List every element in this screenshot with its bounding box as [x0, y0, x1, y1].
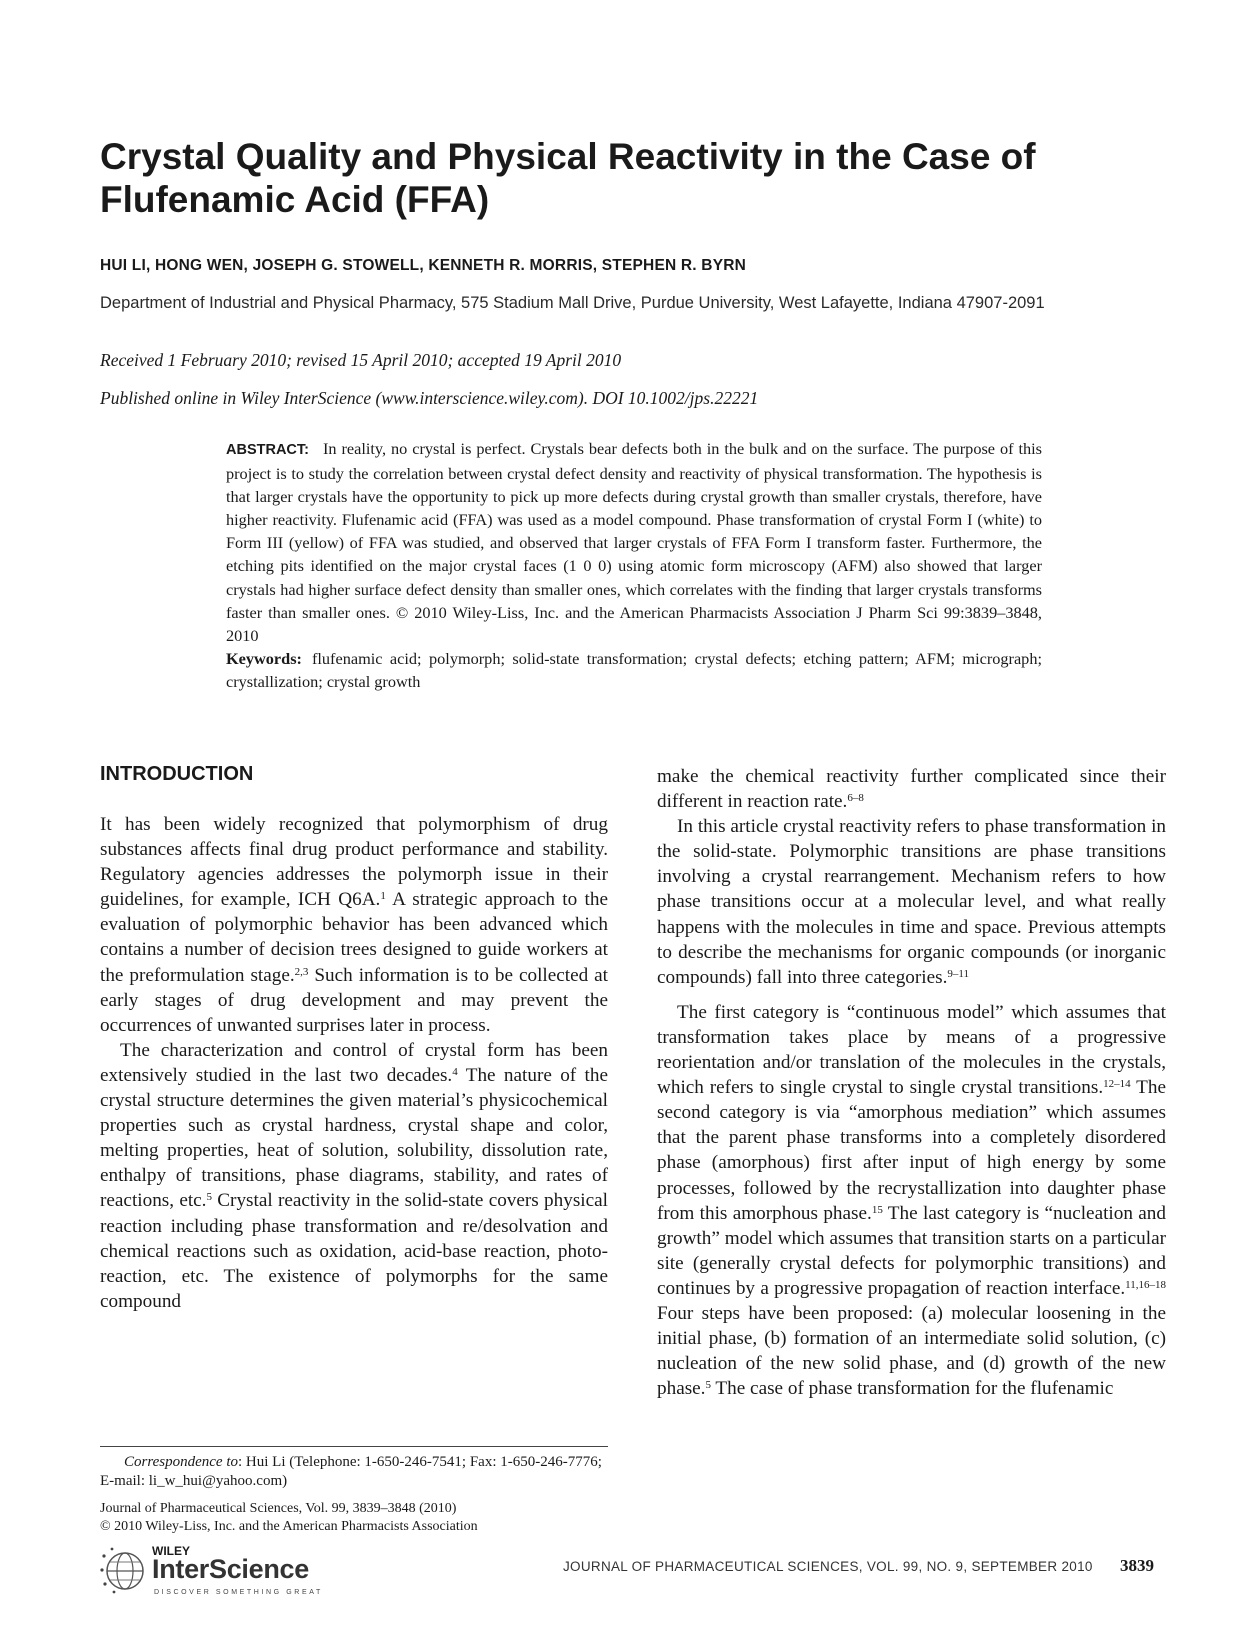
article-title — [100, 135, 1100, 221]
correspondence-text: : Hui Li (Telephone: 1-650-246-7541; Fax: 1-650-246-7776; E-mail: li_w_hui@yahoo.com) — [100, 1454, 602, 1489]
journal-citation — [100, 1500, 620, 1536]
text-run: The nature of the crystal structure determines the given material’s physicochemical properties such as crystal hardness, crystal shape and color, melting properties, heat of solution, solubility, dissolution rate, enthalpy of transitions, phase diagrams, stability, and rates of reactions, etc. — [100, 1064, 608, 1212]
keywords-label: Keywords: — [226, 648, 302, 668]
running-footer-journal: JOURNAL OF PHARMACEUTICAL SCIENCES, VOL. 99, NO. 9, SEPTEMBER 2010 — [563, 1559, 1093, 1574]
citation-line-2: © 2010 Wiley-Liss, Inc. and the American Pharmacists Association — [100, 1519, 478, 1534]
citation-ref: 4 — [452, 1065, 458, 1078]
keywords-text: flufenamic acid; polymorph; solid-state transformation; crystal defects; etching pattern; AFM; micrograph; crystallization; crystal growth — [226, 648, 1042, 691]
text-run: The case of phase transformation for the flufenamic — [710, 1378, 1114, 1400]
logo-tagline: DISCOVER SOMETHING GREAT — [154, 1589, 323, 1596]
title-line-1: Crystal Quality and Physical Reactivity in the Case of — [100, 136, 1036, 177]
text-run: The characterization and control of crystal form has been extensively studied in the last two decades. — [100, 1039, 608, 1086]
text-run: A strategic approach to the evaluation of polymorphic behavior has been advanced which contains a number of decision trees designed to guide workers at the preformulation stage. — [100, 889, 608, 986]
footnote-divider — [100, 1446, 608, 1447]
paragraph — [100, 1038, 608, 1314]
globe-icon — [100, 1546, 150, 1596]
abstract-body — [226, 437, 1042, 647]
paragraph — [657, 814, 1166, 990]
citation-ref: 2,3 — [294, 965, 309, 978]
received-dates: Received 1 February 2010; revised 15 April 2010; accepted 19 April 2010 — [100, 350, 622, 370]
text-run: The last category is “nucleation and growth” model which assumes that transition starts on a particular site (generally crystal defects for polymorphic transitions) and continues by a progressive propagation of reaction interface. — [657, 1202, 1166, 1299]
keywords — [226, 647, 1042, 693]
text-run: Four steps have been proposed: (a) molecular loosening in the initial phase, (b) formation of an intermediate solid solution, (c) nucleation of the new solid phase, and (d) growth of the new phase. — [657, 1302, 1166, 1400]
page-number: 3839 — [1120, 1556, 1154, 1575]
title-line-2: Flufenamic Acid (FFA) — [100, 179, 490, 220]
citation-ref: 12–14 — [1103, 1078, 1131, 1091]
introduction-heading: INTRODUCTION — [100, 763, 254, 785]
abstract — [226, 437, 1042, 693]
text-run: Crystal reactivity in the solid-state covers physical reaction including phase transformation and re/desolvation and chemical reactions such as oxidation, acid-base reaction, photo-reaction, etc. The existence of polymorphs for the same compound — [100, 1190, 608, 1312]
citation-line-1: Journal of Pharmaceutical Sciences, Vol. 99, 3839–3848 (2010) — [100, 1501, 457, 1516]
citation-ref: 1 — [380, 890, 386, 903]
text-run: It has been widely recognized that polymorphism of drug substances affects final drug product performance and stability. Regulatory agencies addresses the polymorph issue in their guidelines, for example, ICH Q6A. — [100, 814, 608, 911]
correspondence-label: Correspondence to — [124, 1454, 239, 1470]
text-run: Such information is to be collected at early stages of drug development and may prevent the occurrences of unwanted surprises later in process. — [100, 964, 609, 1036]
wiley-interscience-logo — [100, 1542, 340, 1600]
citation-ref: 9–11 — [947, 967, 969, 980]
text-run: In this article crystal reactivity refers to phase transformation in the solid-state. Polymorphic transitions are phase transitions involving a crystal rearrangement. Mechanism refers to how phase transitions occur at a molecular level, and what really happens with the molecules in time and space. Previous attempts to describe the mechanisms for organic compounds (or inorganic compounds) fall into three categories. — [657, 816, 1166, 988]
paragraph — [100, 812, 608, 1038]
citation-ref: 11,16–18 — [1125, 1278, 1166, 1291]
text-run: The second category is via “amorphous mediation” which assumes that the parent phase transforms into a completely disordered phase (amorphous) first after input of high energy by some processes, followed by the recrystallization into daughter phase from this amorphous phase. — [657, 1077, 1167, 1224]
abstract-label: ABSTRACT: — [226, 442, 309, 458]
paragraph — [657, 1000, 1166, 1402]
published-online: Published online in Wiley InterScience (www.interscience.wiley.com). DOI 10.1002/jps.22221 — [100, 388, 759, 408]
citation-ref: 5 — [705, 1379, 711, 1392]
interscience-wordmark: InterScience — [152, 1554, 309, 1584]
correspondence-note — [100, 1453, 608, 1491]
text-run: make the chemical reactivity further complicated since their different in reaction rate. — [657, 766, 1166, 813]
abstract-text: In reality, no crystal is perfect. Crystals bear defects both in the bulk and on the surface. The purpose of this project is to study the correlation between crystal defect density and reactivity of physical transformation. The hypothesis is that larger crystals have the opportunity to pick up more defects during crystal growth than smaller crystals, therefore, have higher reactivity. Flufenamic acid (FFA) was used as a model compound. Phase transformation of crystal Form I (white) to Form III (yellow) of FFA was studied, and observed that larger crystals of FFA Form I transform faster. Furthermore, the etching pits identified on the major crystal faces (1 0 0) using atomic form microscopy (AFM) also showed that larger crystals had higher surface defect density than smaller ones, which correlates with the finding that larger crystals transforms faster than smaller ones. © 2010 Wiley-Liss, Inc. and the American Pharmacists Association J Pharm Sci 99:3839–3848, 2010 — [226, 439, 1042, 645]
body-column-left — [100, 812, 608, 1314]
author-list: HUI LI, HONG WEN, JOSEPH G. STOWELL, KENNETH R. MORRIS, STEPHEN R. BYRN — [100, 257, 747, 274]
affiliation: Department of Industrial and Physical Pharmacy, 575 Stadium Mall Drive, Purdue University, West Lafayette, Indiana 47907-2091 — [100, 294, 1045, 312]
citation-ref: 6–8 — [847, 792, 864, 805]
citation-ref: 15 — [871, 1203, 883, 1216]
paragraph — [657, 764, 1166, 814]
wiley-wordmark: WILEY — [152, 1544, 190, 1558]
body-column-right — [657, 764, 1166, 1401]
text-run: The first category is “continuous model” which assumes that transformation takes place by means of a progressive reorientation and/or translation of the molecules in the crystals, which refers to single crystal to single crystal transitions. — [657, 1001, 1166, 1099]
citation-ref: 5 — [206, 1191, 212, 1204]
